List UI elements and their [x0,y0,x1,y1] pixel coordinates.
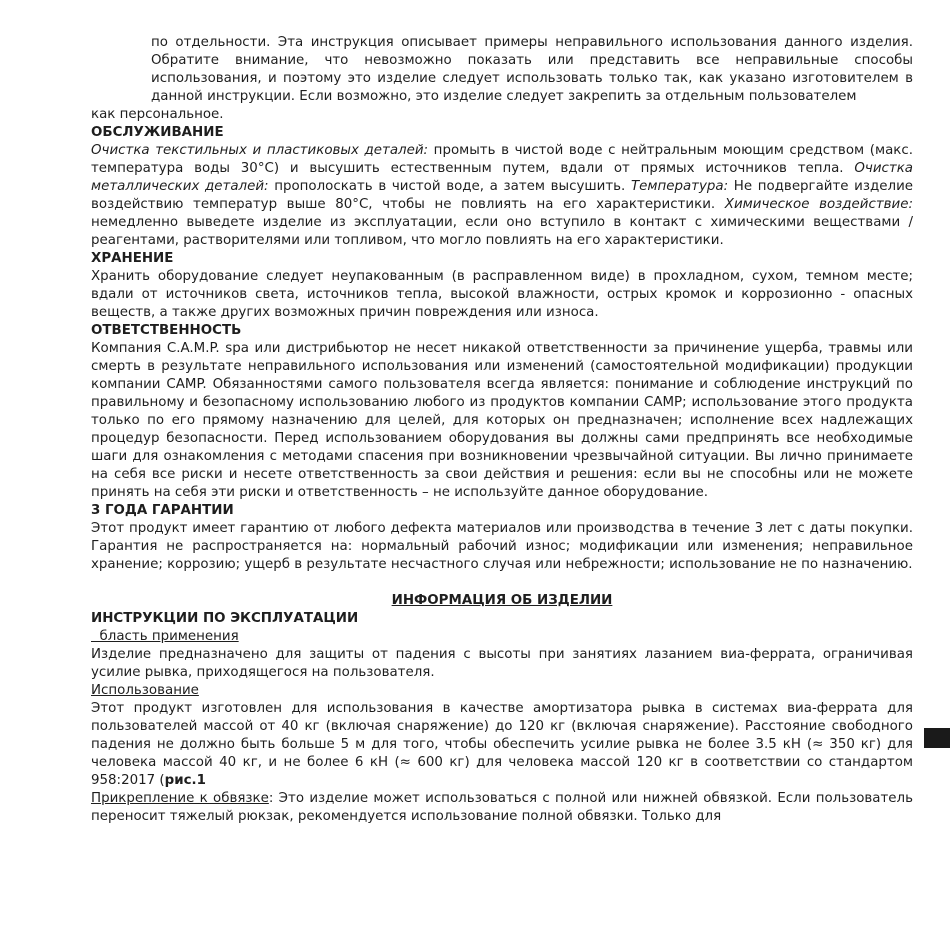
attach-paragraph-text: : Это изделие может использоваться с полной или нижней обвязкой. Если пользователь переносит тяжелый рюкзак, рекомендуется использование полной обвязки. Только для [91,791,913,824]
maintenance-text-chemical: немедленно выведете изделие из эксплуатации, если оно вступило в контакт с химическими веществами /реагентами, растворителями или топливом, что могло повлиять на его характеристики. [91,215,913,248]
warranty-paragraph: Этот продукт имеет гарантию от любого дефекта материалов или производства в течение 3 лет с даты покупки. Гарантия не распространяется на: нормальный рабочий износ; модификации или изменения; неправильное хранение; коррозию; ущерб в результате несчастного случая или небрежности; использование не по назначению. [91,521,913,572]
scope-subheading-text: бласть применения [91,629,239,644]
attach-subheading: Прикрепление к обвязке [91,791,269,806]
instructions-heading: ИНСТРУКЦИИ ПО ЭКСПЛУАТАЦИИ [91,611,359,626]
use-paragraph [91,700,943,790]
maintenance-text-textile: промыть в чистой воде с нейтральным моющим средством (макс. температура воды 30°C) и высушить естественным путем, вдали от прямых источников тепла. [91,143,913,176]
liability-heading: ОТВЕТСТВЕННОСТЬ [91,323,242,338]
maintenance-label-temperature: Температура: [630,179,729,194]
use-paragraph-text: Этот продукт изготовлен для использования в качестве амортизатора рывка в системах виа-феррата для пользователей массой от 40 кг (включая снаряжение) до 120 кг (включая снаряжение). Расстояние свободного падения не должно быть больше 5 м для того, чтобы обеспечить усилие рывка не более 3.5 кН (≈ 350 кг) для человека массой 40 кг, и не более 6 кН (≈ 600 кг) для человека массой 120 кг в соответствии со стандартом 958:2017 ( [91,701,943,788]
use-subheading [91,682,913,700]
attach-paragraph [91,790,913,826]
maintenance-paragraph [91,142,913,250]
figure-reference: рис.1 [164,773,206,788]
maintenance-label-chemical: Химическое воздействие: [724,197,913,212]
storage-paragraph: Хранить оборудование следует неупакованным (в расправленном виде) в прохладном, сухом, темном месте; вдали от источников света, источников тепла, высокой влажности, острых кромок и коррозионно - опасных веществ, а также других возможных причин повреждения или износа. [91,269,913,320]
document-page [91,34,943,826]
intro-paragraph-end: как персональное. [91,107,224,122]
storage-heading: ХРАНЕНИЕ [91,251,174,266]
language-tab-marker [924,728,950,748]
warranty-heading: 3 ГОДА ГАРАНТИИ [91,503,234,518]
maintenance-label-metal: Очистка металлических деталей: [91,161,913,194]
scope-paragraph: Изделие предназначено для защиты от падения с высоты при занятиях лазанием виа-феррата, ограничивая усилие рывка, приходящегося на пользователя. [91,647,913,680]
use-subheading-text: Использование [91,683,199,698]
intro-paragraph: по отдельности. Эта инструкция описывает примеры неправильного использования данного изделия. Обратите внимание, что невозможно показать или представить все неправильные способы использования, и поэтому это изделие следует использовать только так, как указано изготовителем в данной инструкции. Если возможно, это изделие следует закрепить за отдельным пользователем [151,35,913,104]
maintenance-text-temperature: Не подвергайте изделие воздействию температур выше 80°C, чтобы не повлиять на его характеристики. [91,179,914,212]
maintenance-text-metal: прополоскать в чистой воде, а затем высушить. [268,179,631,194]
scope-subheading [91,628,913,646]
maintenance-heading: ОБСЛУЖИВАНИЕ [91,125,224,140]
product-info-heading: ИНФОРМАЦИЯ ОБ ИЗДЕЛИИ [391,593,613,608]
maintenance-label-textile: Очистка текстильных и пластиковых деталей: [91,143,429,158]
liability-paragraph: Компания C.A.M.P. spa или дистрибьютор не несет никакой ответственности за причинение ущерба, травмы или смерть в результате неправильного использования или изменений (самостоятельной модификации) продукции компании CAMP. Обязанностями самого пользователя всегда является: понимание и соблюдение инструкций по правильному и безопасному использованию любого из продуктов компании CAMP; использование этого продукта только по его прямому назначению для целей, для которых он предназначен; исполнение всех надлежащих процедур безопасности. Перед использованием оборудования вы должны сами предпринять все необходимые шаги для ознакомления с методами спасения при возникновении чрезвычайной ситуации. Вы лично принимаете на себя все риски и несете ответственность за свои действия и решения: если вы не способны или не можете принять на себя эти риски и ответственность – не используйте данное оборудование. [91,341,913,500]
